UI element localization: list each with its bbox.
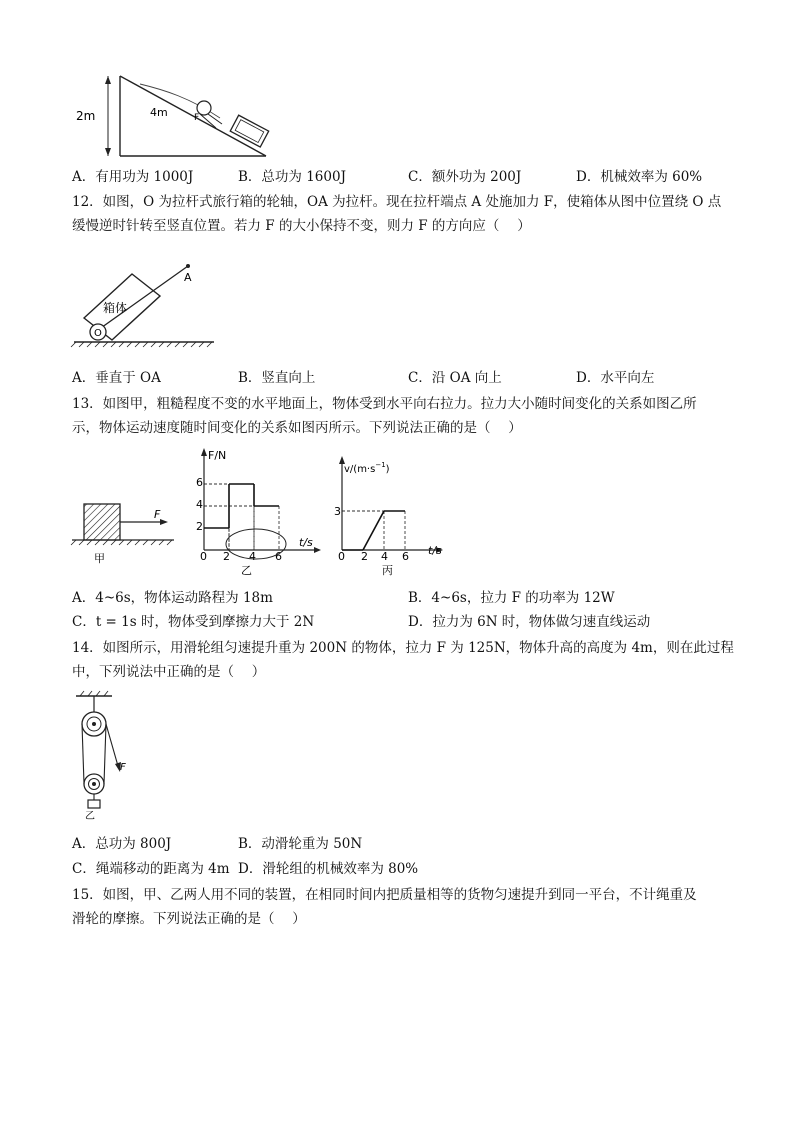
q15-stem-line-1: 15．如图，甲、乙两人用不同的装置，在相同时间内把质量相等的货物匀速提升到同一平台，不计绳重及 (72, 887, 697, 903)
q13-yi-xtick-6: 6 (275, 550, 282, 563)
q13-jia-force: F (154, 508, 161, 521)
q13-stem-line-2: 示，物体运动速度随时间变化的关系如图丙所示。下列说法正确的是（ ） (72, 420, 522, 436)
q13-option-d[interactable]: D．拉力为 6N 时，物体做匀速直线运动 (408, 614, 651, 630)
q14-option-a[interactable]: A．总功为 800J (72, 836, 172, 852)
q13-bing-xtick-0: 0 (338, 550, 345, 563)
q14-force-label: F (120, 762, 126, 773)
q13-yi-ytick-6: 6 (196, 476, 203, 489)
q14-stem-line-2: 中，下列说法中正确的是（ ） (72, 664, 266, 680)
q13-option-a[interactable]: A．4~6s，物体运动路程为 18m (72, 590, 273, 606)
q13-yi-xtick-0: 0 (200, 550, 207, 563)
q12-point-o: O (94, 328, 102, 339)
q13-chart-yi (186, 446, 326, 580)
q11-option-a[interactable]: A．有用功为 1000J (72, 169, 194, 185)
q13-yi-xlabel: t/s (299, 536, 313, 549)
q12-option-a[interactable]: A．垂直于 OA (72, 370, 161, 386)
q13-bing-xtick-6: 6 (402, 550, 409, 563)
q11-option-d[interactable]: D．机械效率为 60% (576, 169, 703, 185)
q11-force-label: F (194, 113, 200, 123)
q13-yi-ytick-2: 2 (196, 520, 203, 533)
q14-stem-line-1: 14．如图所示，用滑轮组匀速提升重为 200N 的物体，拉力 F 为 125N，物体升高的高度为 4m，则在此过程 (72, 640, 734, 656)
q13-yi-xtick-2: 2 (223, 550, 230, 563)
q14-option-c[interactable]: C．绳端移动的距离为 4m (72, 861, 230, 877)
q13-bing-ytick-3: 3 (334, 505, 341, 518)
q13-bing-label: 丙 (382, 564, 393, 577)
q13-bing-xlabel: t/s (428, 544, 442, 557)
q13-yi-label: 乙 (241, 564, 252, 577)
q13-bing-xtick-2: 2 (361, 550, 368, 563)
q11-option-c[interactable]: C．额外功为 200J (408, 169, 522, 185)
q11-height-label: 2m (76, 109, 96, 123)
q14-option-b[interactable]: B．动滑轮重为 50N (238, 836, 363, 852)
q12-option-b[interactable]: B．竖直向上 (238, 370, 316, 386)
q12-box-label: 箱体 (103, 301, 128, 315)
q11-slope-label: 4m (150, 106, 168, 119)
q14-option-d[interactable]: D．滑轮组的机械效率为 80% (238, 861, 419, 877)
q13-bing-ylabel: $v/(m\cdot s^{-1})$ (344, 461, 390, 475)
q13-jia-label: 甲 (94, 552, 105, 565)
q13-yi-xtick-4: 4 (249, 550, 256, 563)
q13-option-b[interactable]: B．4~6s，拉力 F 的功率为 12W (408, 590, 615, 606)
q14-fig-label: 乙 (85, 811, 95, 820)
q11-incline-figure (70, 70, 280, 162)
q13-stem-line-1: 13．如图甲，粗糙程度不变的水平地面上，物体受到水平向右拉力。拉力大小随时间变化的关系如图乙所 (72, 396, 697, 412)
q13-chart-bing (324, 446, 464, 580)
q12-option-c[interactable]: C．沿 OA 向上 (408, 370, 502, 386)
q13-bing-xtick-4: 4 (381, 550, 388, 563)
q12-suitcase-figure (70, 256, 220, 352)
q13-option-c[interactable]: C．t = 1s 时，物体受到摩擦力大于 2N (72, 614, 315, 630)
q13-bing-segment-1 (363, 511, 384, 550)
q12-point-a: A (184, 271, 192, 284)
q15-stem-line-2: 滑轮的摩擦。下列说法正确的是（ ） (72, 911, 306, 927)
q13-yi-ytick-4: 4 (196, 498, 203, 511)
q14-pulley-figure (70, 690, 140, 820)
q12-stem-line-1: 12．如图，O 为拉杆式旅行箱的轮轴，OA 为拉杆。现在拉杆端点 A 处施加力 F，使箱体从图中位置绕 O 点 (72, 194, 722, 210)
q11-option-b[interactable]: B．总功为 1600J (238, 169, 346, 185)
q13-yi-ylabel: F/N (208, 449, 227, 462)
q12-option-d[interactable]: D．水平向左 (576, 370, 655, 386)
q12-stem-line-2: 缓慢逆时针转至竖直位置。若力 F 的大小保持不变，则力 F 的方向应（ ） (72, 218, 531, 234)
q13-fig-jia (70, 492, 180, 572)
